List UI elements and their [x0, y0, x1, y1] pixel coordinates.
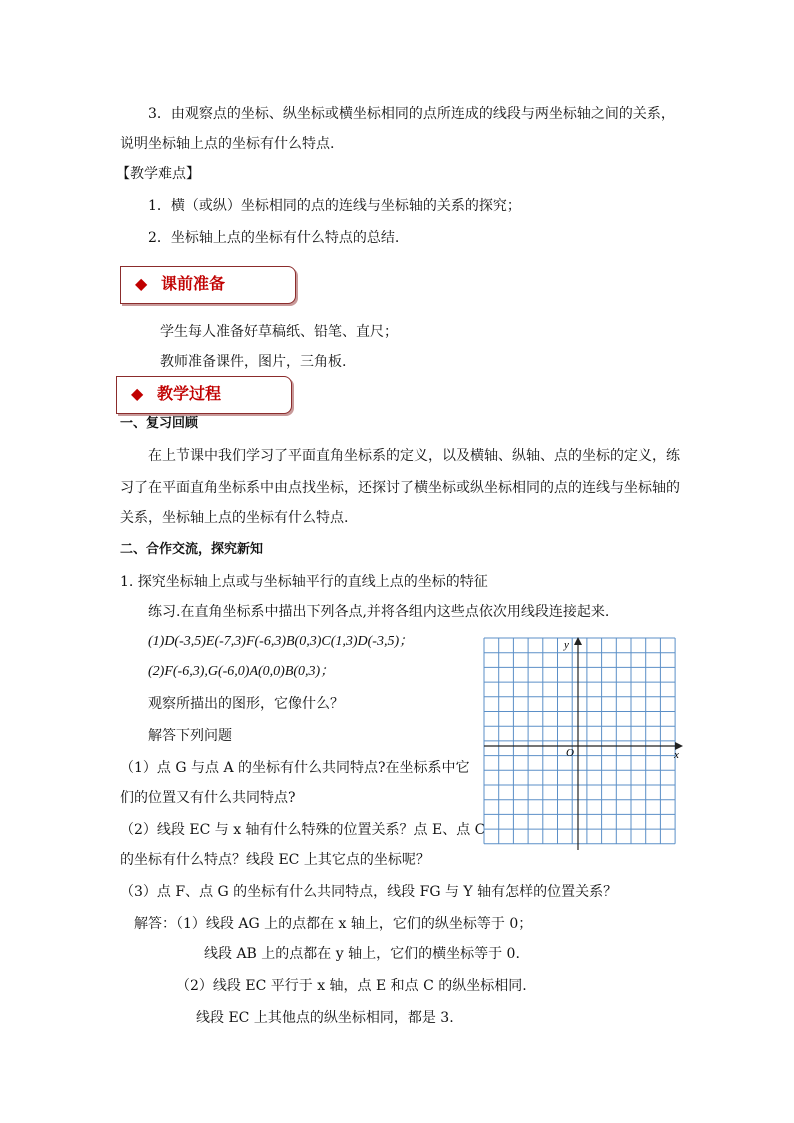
x-axis-label: x [674, 749, 679, 761]
objective-item-3-line2: 说明坐标轴上点的坐标有什么特点. [120, 136, 335, 152]
answer-2-line-2: 线段 EC 上其他点的纵坐标相同，都是 3. [196, 1010, 454, 1026]
point-group-2: (2)F(-6,3),G(-6,0)A(0,0)B(0,3)； [148, 664, 335, 679]
objective-item-3-line1: 3．由观察点的坐标、纵坐标或横坐标相同的点所连成的线段与两坐标轴之间的关系， [148, 106, 675, 122]
part2-heading: 二、合作交流，探究新知 [120, 542, 264, 557]
section-title-process: 教学过程 [157, 384, 222, 403]
section-header-prep [120, 266, 296, 304]
y-axis-label: y [564, 639, 569, 651]
difficulty-heading: 【教学难点】 [116, 166, 200, 182]
exercise-text: 练习.在直角坐标系中描出下列各点,并将各组内这些点依次用线段连接起来. [148, 604, 610, 620]
observe-question: 观察所描出的图形，它像什么？ [148, 696, 344, 712]
section-title-prep: 课前准备 [161, 274, 226, 293]
prep-line-1: 学生每人准备好草稿纸、铅笔、直尺； [160, 324, 398, 340]
answer-prompt: 解答下列问题 [148, 728, 232, 744]
origin-label: O [566, 747, 574, 759]
question-1-line-1: （1）点 G 与点 A 的坐标有什么共同特点?在坐标系中它 [120, 760, 470, 776]
point-group-1: (1)D(-3,5)E(-7,3)F(-6,3)B(0,3)C(1,3)D(-3,5)； [148, 634, 414, 649]
diamond-icon: ◆ [135, 274, 148, 293]
prep-line-2: 教师准备课件，图片，三角板. [160, 354, 347, 370]
part1-line-1: 在上节课中我们学习了平面直角坐标系的定义，以及横轴、纵轴、点的坐标的定义，练 [148, 448, 680, 464]
coordinate-grid [480, 634, 686, 854]
diamond-icon: ◆ [131, 384, 144, 403]
grid-lines [484, 638, 675, 844]
question-2-line-1: （2）线段 EC 与 x 轴有什么特殊的位置关系？点 E、点 C [120, 822, 486, 838]
answer-2-line-1: （2）线段 EC 平行于 x 轴，点 E 和点 C 的纵坐标相同. [176, 978, 527, 994]
answer-1-line-2: 线段 AB 上的点都在 y 轴上，它们的横坐标等于 0. [204, 946, 520, 962]
question-2-line-2: 的坐标有什么特点？线段 EC 上其它点的坐标呢？ [120, 852, 430, 868]
topic-1: 1. 探究坐标轴上点或与坐标轴平行的直线上点的坐标的特征 [120, 574, 488, 590]
part1-line-3: 关系，坐标轴上点的坐标有什么特点. [120, 510, 349, 526]
question-1-line-2: 们的位置又有什么共同特点? [120, 790, 296, 806]
part1-heading: 一、复习回顾 [120, 416, 199, 431]
answer-1-line-1: 解答：（1）线段 AG 上的点都在 x 轴上，它们的纵坐标等于 0； [134, 916, 533, 932]
difficulty-item-2: 2．坐标轴上点的坐标有什么特点的总结. [148, 230, 400, 246]
section-header-process [116, 376, 292, 414]
difficulty-item-1: 1．横（或纵）坐标相同的点的连线与坐标轴的关系的探究； [148, 198, 521, 214]
part1-line-2: 习了在平面直角坐标系中由点找坐标，还探讨了横坐标或纵坐标相同的点的连线与坐标轴的 [120, 480, 680, 496]
question-3: （3）点 F、点 G 的坐标有什么共同特点，线段 FG 与 Y 轴有怎样的位置关系？ [120, 884, 618, 900]
